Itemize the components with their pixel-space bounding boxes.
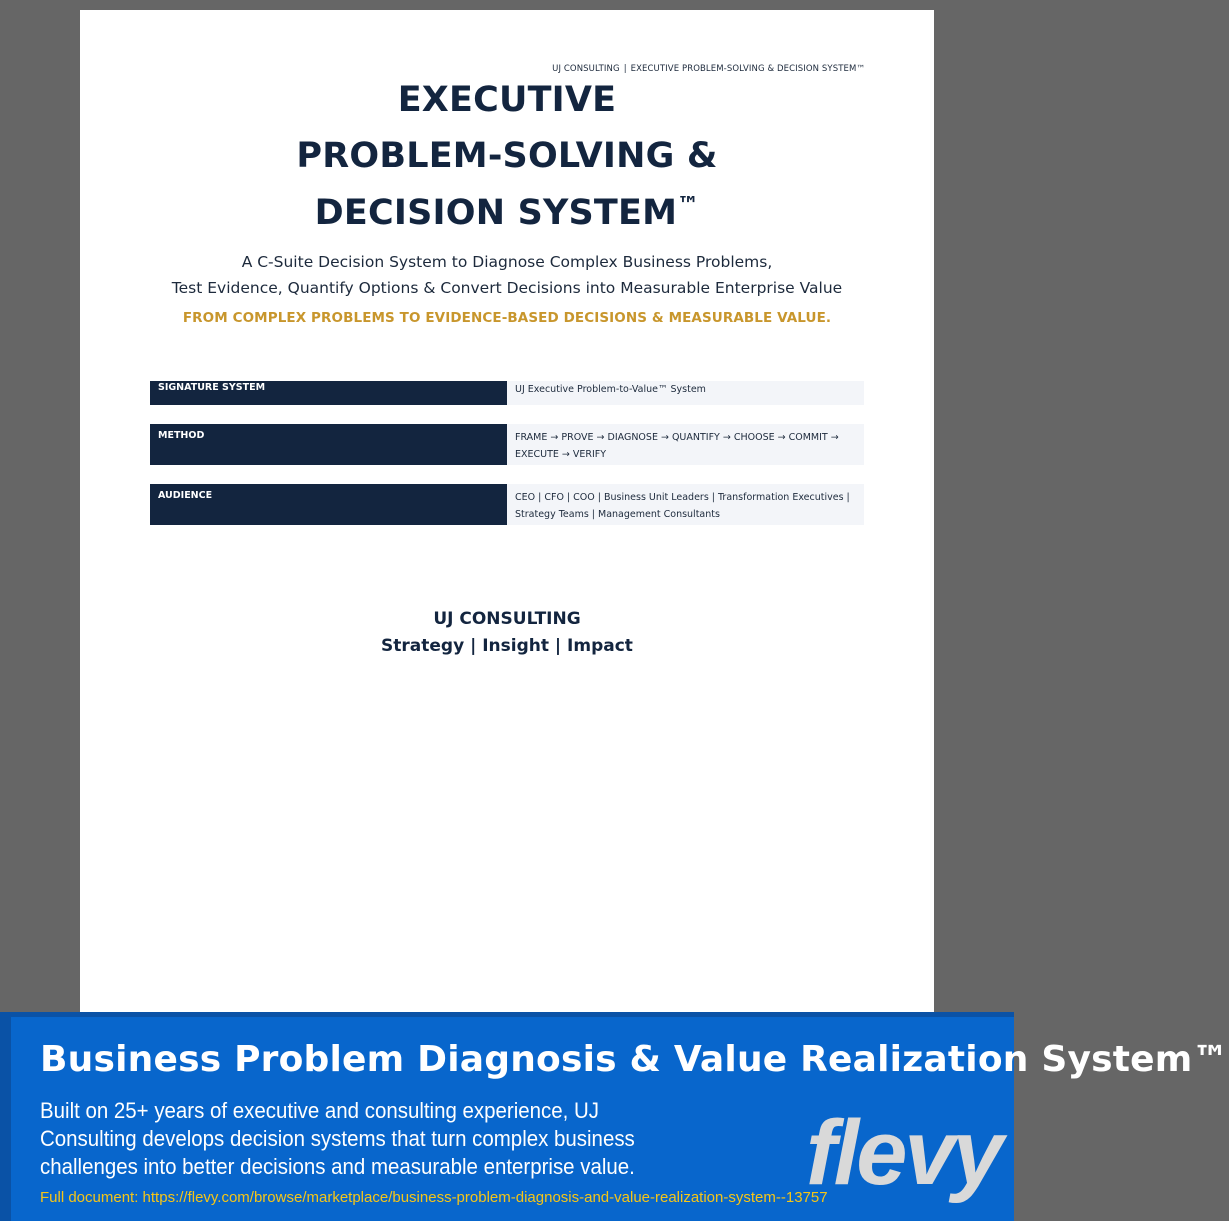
title-line-3 <box>80 193 934 233</box>
title-line-2: PROBLEM-SOLVING & <box>296 136 718 176</box>
title-line-3-text: DECISION SYSTEM <box>314 193 678 233</box>
promo-banner <box>0 1012 1229 1221</box>
running-header-separator: | <box>623 64 627 74</box>
running-header-right: EXECUTIVE PROBLEM-SOLVING & DECISION SYSTEM™ <box>630 64 865 74</box>
banner-description: Built on 25+ years of executive and consulting experience, UJ Consulting develops decision systems that turn complex business challenges into better decisions and measurable enterprise value. <box>40 1098 635 1179</box>
flevy-logo: flevy <box>806 1102 1001 1204</box>
document-page <box>80 10 934 1012</box>
tagline: FROM COMPLEX PROBLEMS TO EVIDENCE-BASED DECISIONS & MEASURABLE VALUE. <box>182 310 832 326</box>
info-value: FRAME → PROVE → DIAGNOSE → QUANTIFY → CHOOSE → COMMIT → EXECUTE → VERIFY <box>507 424 864 465</box>
info-value: CEO | CFO | COO | Business Unit Leaders | Transformation Executives | Strategy Teams | Management Consultants <box>507 484 864 525</box>
subtitle-line-2: Test Evidence, Quantify Options & Convert Decisions into Measurable Enterprise Value <box>171 279 843 297</box>
subtitle-line-1: A C-Suite Decision System to Diagnose Complex Business Problems, <box>241 253 773 271</box>
running-header <box>552 64 865 74</box>
banner-title: Business Problem Diagnosis & Value Realization System™ <box>40 1039 1229 1080</box>
title-line-1: EXECUTIVE <box>397 80 617 120</box>
brand-name: UJ CONSULTING <box>433 609 581 629</box>
info-row-signature-system <box>150 381 864 405</box>
full-document-link[interactable]: Full document: https://flevy.com/browse/marketplace/business-problem-diagnosis-and-value-realization-system--13757 <box>40 1189 828 1206</box>
brand-tagline: Strategy | Insight | Impact <box>381 636 633 656</box>
info-label: METHOD <box>150 424 507 465</box>
info-row-audience <box>150 484 864 525</box>
info-label: SIGNATURE SYSTEM <box>150 381 507 405</box>
info-value: UJ Executive Problem-to-Value™ System <box>507 381 864 405</box>
promo-banner-panel <box>11 1017 1229 1221</box>
info-label: AUDIENCE <box>150 484 507 525</box>
title-trademark: ™ <box>677 193 700 218</box>
running-header-left: UJ CONSULTING <box>552 64 620 74</box>
info-row-method <box>150 424 864 465</box>
